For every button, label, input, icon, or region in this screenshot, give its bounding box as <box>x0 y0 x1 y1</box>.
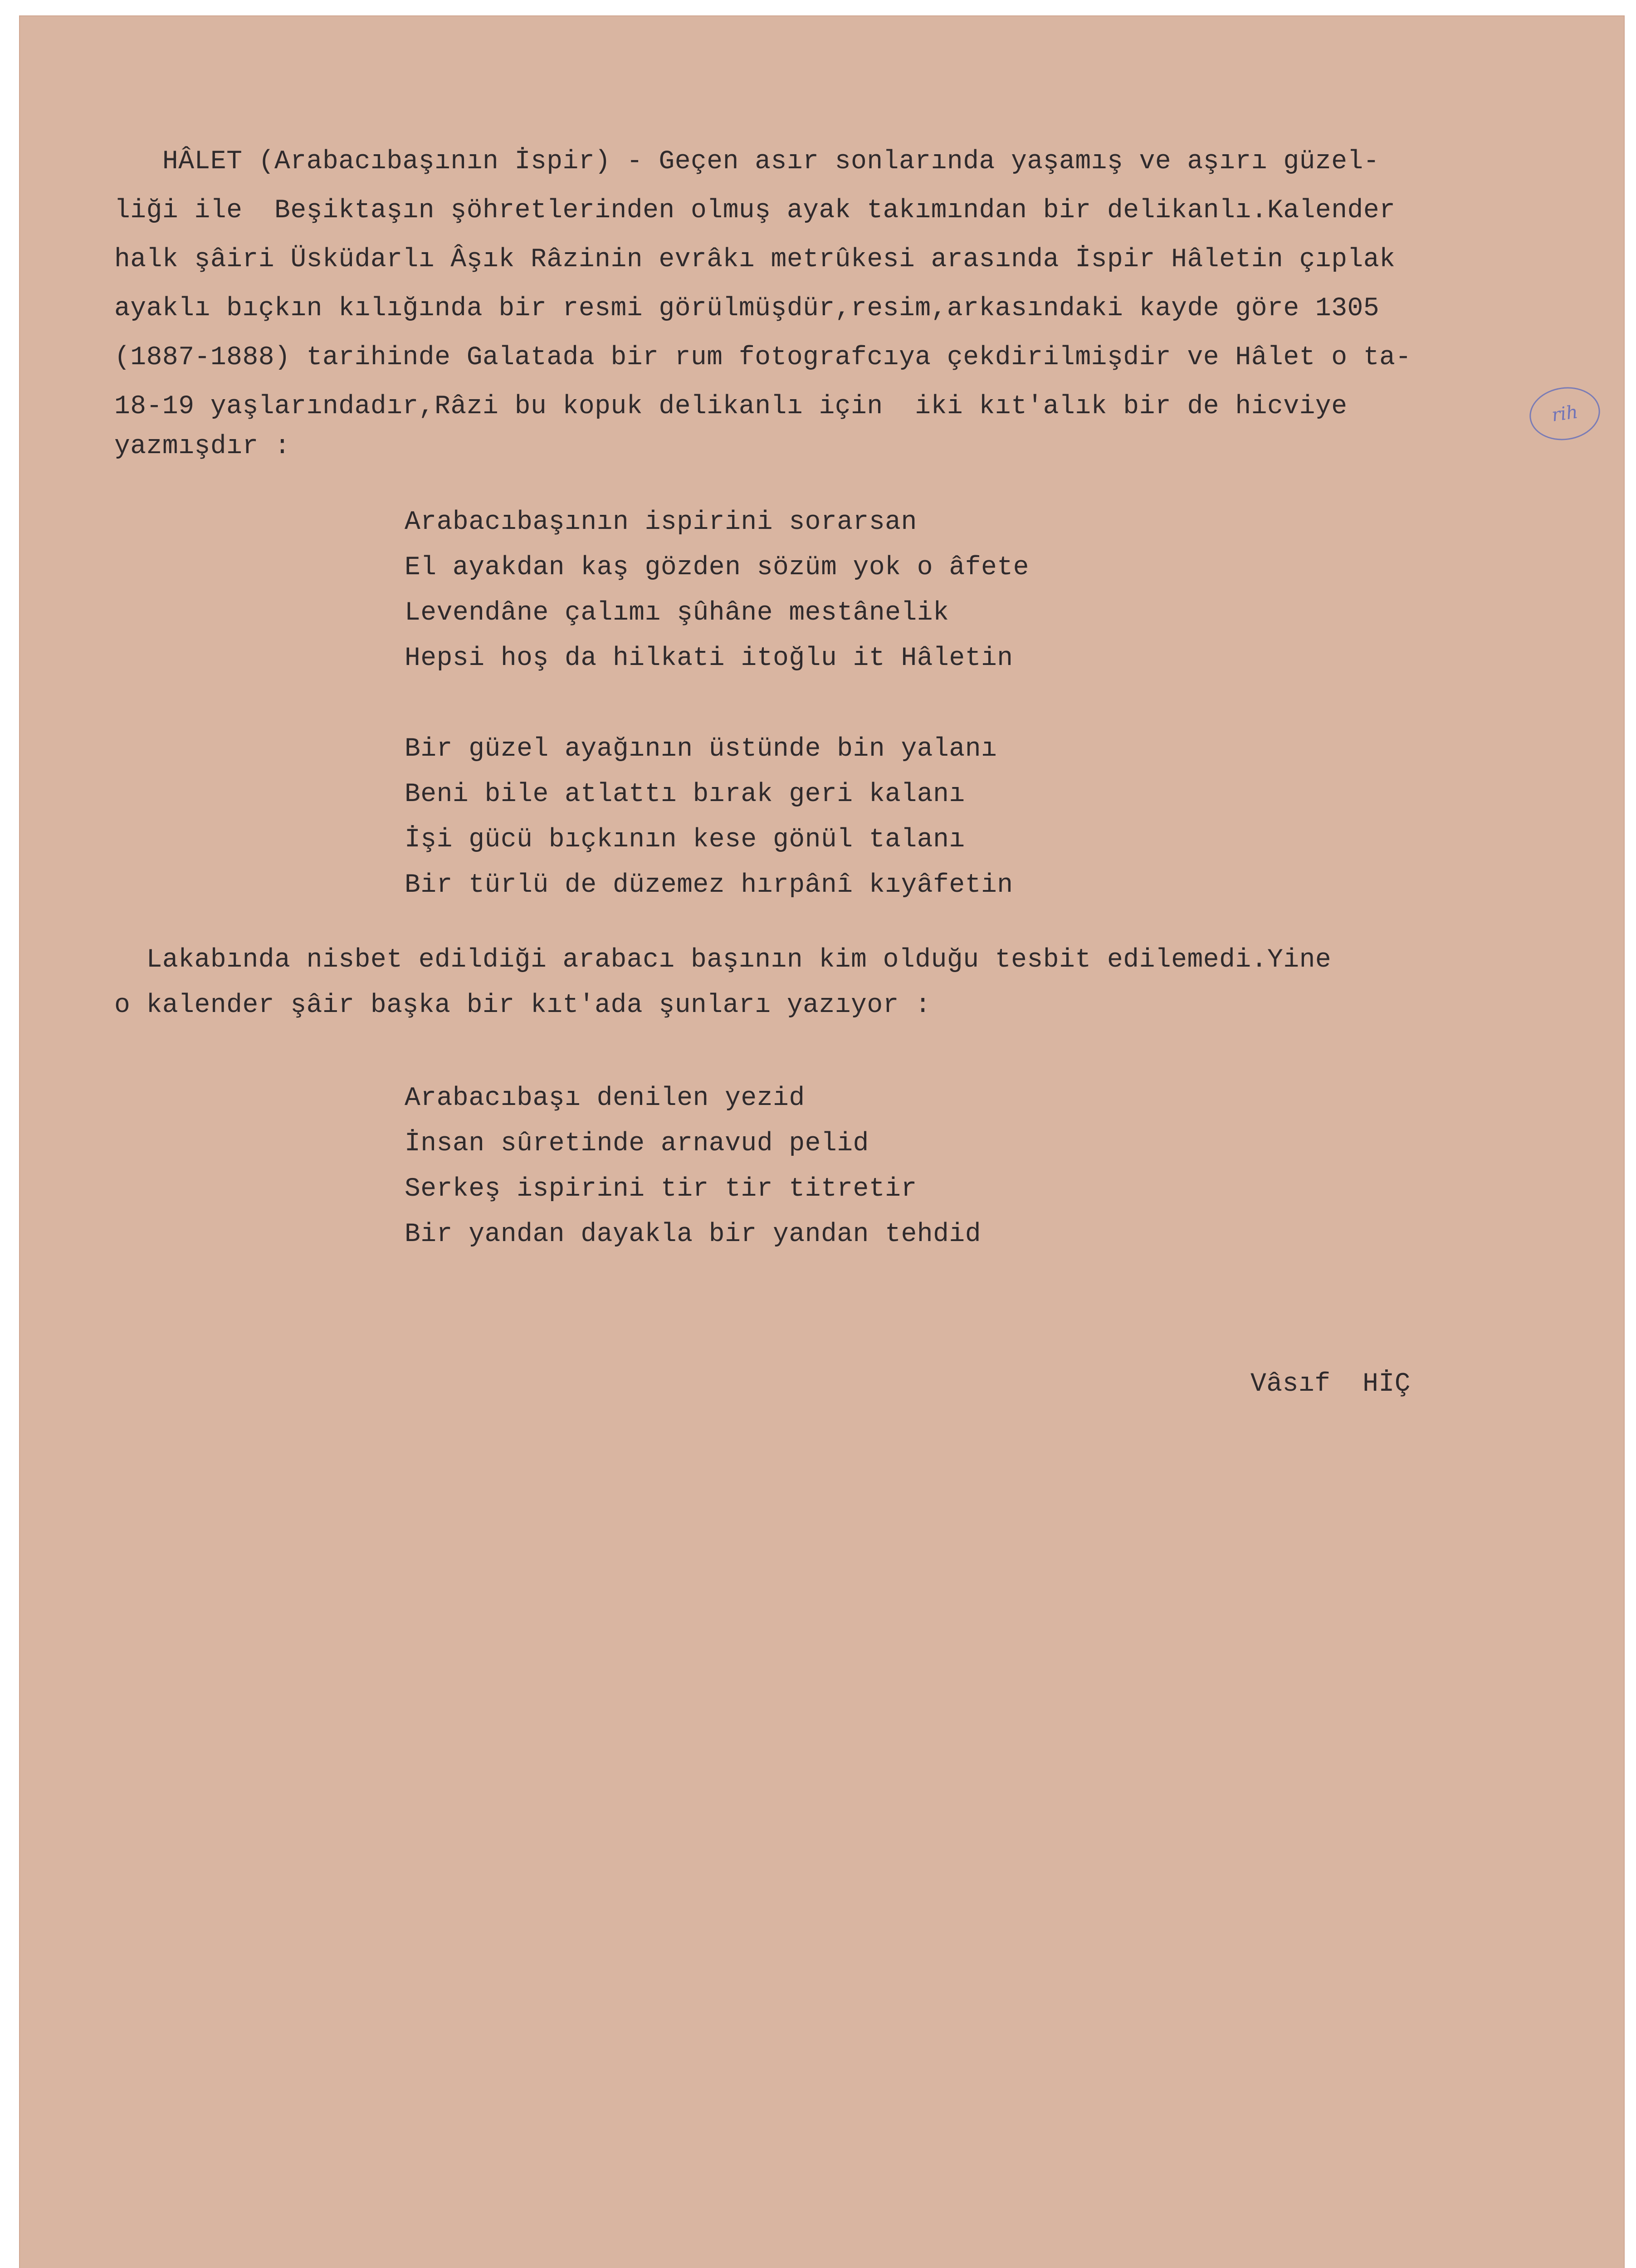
poem-line: Beni bile atlattı bırak geri kalanı <box>405 780 965 809</box>
text-line: o kalender şâir başka bir kıt'ada şunları yazıyor : <box>114 991 931 1020</box>
text-line: ayaklı bıçkın kılığında bir resmi görülmüşdür,resim,arkasındaki kayde göre 1305 <box>114 294 1380 323</box>
margin-annotation <box>1526 383 1604 445</box>
poem-line: Levendâne çalımı şûhâne mestânelik <box>405 598 949 628</box>
poem-line: İnsan sûretinde arnavud pelid <box>405 1129 869 1158</box>
paragraph-followup <box>114 945 1332 1063</box>
text-line: (1887-1888) tarihinde Galatada bir rum fotografcıya çekdirilmişdir ve Hâlet o ta- <box>114 343 1411 372</box>
text-line: HÂLET (Arabacıbaşının İspir) - Geçen asır sonlarında yaşamış ve aşırı güzel- <box>114 147 1380 176</box>
poem-line: İşi gücü bıçkının kese gönül talanı <box>405 825 965 855</box>
text-line: Lakabında nisbet edildiği arabacı başının kim olduğu tesbit edilemedi.Yine <box>114 945 1332 975</box>
poem-line: Serkeş ispirini tir tir titretir <box>405 1174 917 1204</box>
poem-line: Bir güzel ayağının üstünde bin yalanı <box>405 734 997 764</box>
typewritten-page <box>19 15 1625 2268</box>
poem-line: El ayakdan kaş gözden sözüm yok o âfete <box>405 553 1029 582</box>
poem-stanza-2 <box>405 734 1013 911</box>
margin-annotation-text: rih <box>1550 401 1579 426</box>
poem-line: Bir yandan dayakla bir yandan tehdid <box>405 1220 982 1249</box>
poem-line: Bir türlü de düzemez hırpânî kıyâfetin <box>405 870 1013 900</box>
text-line: yazmışdır : <box>114 432 291 461</box>
poem-stanza-3 <box>405 1084 982 1261</box>
poem-stanza-1 <box>405 508 1029 684</box>
text-line: liği ile Beşiktaşın şöhretlerinden olmuş ayak takımından bir delikanlı.Kalender <box>114 196 1396 225</box>
signature: Vâsıf HİÇ <box>1250 1369 1411 1399</box>
poem-line: Arabacıbaşı denilen yezid <box>405 1084 805 1113</box>
text-line: 18-19 yaşlarındadır,Râzi bu kopuk delikanlı için iki kıt'alık bir de hicviye <box>114 392 1348 421</box>
poem-line: Hepsi hoş da hilkati itoğlu it Hâletin <box>405 644 1013 673</box>
poem-line: Arabacıbaşının ispirini sorarsan <box>405 508 917 537</box>
page-border <box>19 0 1625 15</box>
paragraph-intro <box>114 147 1411 461</box>
text-line: halk şâiri Üsküdarlı Âşık Râzinin evrâkı metrûkesi arasında İspir Hâletin çıplak <box>114 245 1396 274</box>
